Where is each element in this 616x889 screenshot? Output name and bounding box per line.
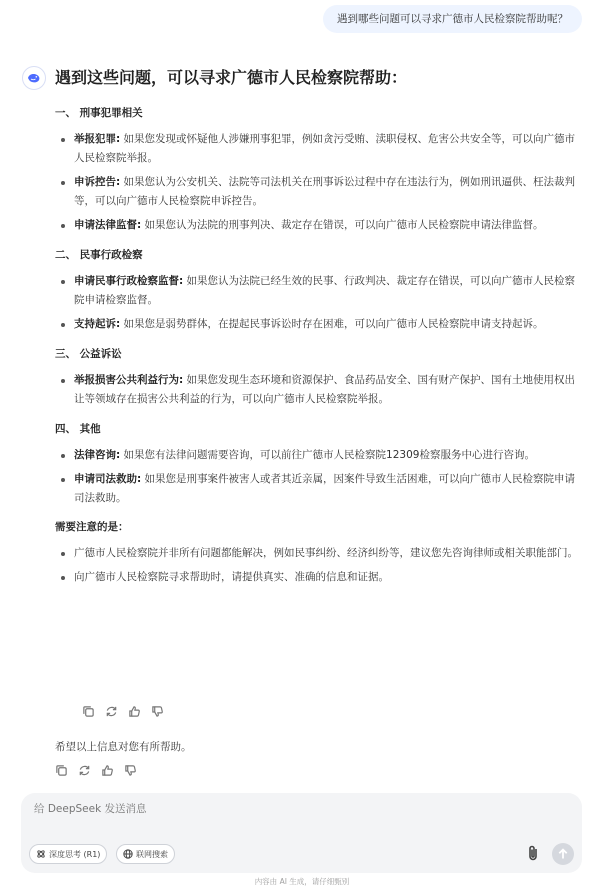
message-composer [21, 793, 582, 873]
item-label: 举报犯罪: [74, 133, 121, 145]
user-message-bubble: 遇到哪些问题可以寻求广德市人民检察院帮助呢？ [323, 5, 582, 33]
item-label: 法律咨询: [74, 449, 121, 461]
like-button[interactable] [126, 703, 143, 720]
section-list [55, 272, 580, 334]
regenerate-button[interactable] [76, 762, 93, 779]
web-search-toggle[interactable] [116, 844, 175, 864]
thumbs-down-icon [124, 764, 137, 777]
like-button[interactable] [99, 762, 116, 779]
section-list [55, 446, 580, 508]
deepseek-avatar-icon [22, 66, 46, 90]
section-title: 三、 公益诉讼 [55, 348, 122, 360]
thumbs-up-icon [128, 705, 141, 718]
list-item [55, 446, 580, 465]
section-title: 四、 其他 [55, 423, 101, 435]
followup-message: 希望以上信息对您有所帮助。 [55, 741, 192, 753]
regenerate-icon [78, 764, 91, 777]
thumbs-up-icon [101, 764, 114, 777]
item-text: 如果您发现或怀疑他人涉嫌刑事犯罪，例如贪污受贿、渎职侵权、危害公共安全等，可以向广德市人民检察院举报。 [74, 133, 576, 164]
item-label: 支持起诉: [74, 318, 121, 330]
list-item [55, 470, 580, 508]
list-item [55, 371, 580, 409]
section-list [55, 130, 580, 235]
item-label: 申请法律监督: [74, 219, 142, 231]
list-item [55, 130, 580, 168]
copy-button[interactable] [53, 762, 70, 779]
item-text: 如果您有法律问题需要咨询，可以前往广德市人民检察院12309检察服务中心进行咨询。 [120, 449, 535, 461]
attach-button[interactable] [525, 844, 543, 864]
section-title: 一、 刑事犯罪相关 [55, 107, 143, 119]
list-item [55, 173, 580, 211]
send-button[interactable] [552, 843, 574, 865]
globe-icon [123, 849, 133, 859]
item-label: 申诉控告: [74, 176, 121, 188]
message-input[interactable] [32, 802, 556, 816]
copy-button[interactable] [80, 703, 97, 720]
regenerate-button[interactable] [103, 703, 120, 720]
ai-disclaimer: 内容由 AI 生成，请仔细甄别 [254, 877, 350, 886]
item-text: 如果您是刑事案件被害人或者其近亲属，因案件导致生活困难，可以向广德市人民检察院申请司法救助。 [74, 473, 576, 504]
item-text: 如果您认为法院的刑事判决、裁定存在错误，可以向广德市人民检察院申请法律监督。 [141, 219, 544, 231]
copy-icon [82, 705, 95, 718]
item-text: 如果您是弱势群体，在提起民事诉讼时存在困难，可以向广德市人民检察院申请支持起诉。 [120, 318, 544, 330]
note-item: 向广德市人民检察院寻求帮助时，请提供真实、准确的信息和证据。 [55, 568, 580, 587]
dislike-button[interactable] [122, 762, 139, 779]
regenerate-icon [105, 705, 118, 718]
followup-actions [53, 762, 139, 779]
item-text: 如果您认为公安机关、法院等司法机关在刑事诉讼过程中存在违法行为，例如刑讯逼供、枉法裁判等，可以向广德市人民检察院申诉控告。 [74, 176, 576, 207]
item-label: 申请民事行政检察监督: [74, 275, 184, 287]
note-item: 广德市人民检察院并非所有问题都能解决，例如民事纠纷、经济纠纷等，建议您先咨询律师或相关职能部门。 [55, 544, 580, 563]
item-text: 如果您发现生态环境和资源保护、食品药品安全、国有财产保护、国有土地使用权出让等领域存在损害公共利益的行为，可以向广德市人民检察院举报。 [74, 374, 576, 405]
answer-title: 遇到这些问题，可以寻求广德市人民检察院帮助： [55, 68, 408, 87]
dislike-button[interactable] [149, 703, 166, 720]
answer-actions [80, 703, 166, 720]
copy-icon [55, 764, 68, 777]
list-item [55, 315, 580, 334]
assistant-answer [55, 66, 580, 592]
web-search-label: 联网搜索 [136, 849, 168, 859]
arrow-up-icon [557, 848, 569, 860]
item-label: 举报损害公共利益行为: [74, 374, 184, 386]
list-item [55, 272, 580, 310]
section-title: 二、 民事行政检察 [55, 249, 143, 261]
list-item [55, 216, 580, 235]
section-list [55, 371, 580, 409]
atom-icon [36, 849, 46, 859]
item-text: 如果您认为法院已经生效的民事、行政判决、裁定存在错误，可以向广德市人民检察院申请检察监督。 [74, 275, 576, 306]
paperclip-icon [525, 844, 541, 862]
deep-think-label: 深度思考 (R1) [49, 849, 101, 859]
deep-think-toggle[interactable] [29, 844, 107, 864]
item-label: 申请司法救助: [74, 473, 142, 485]
thumbs-down-icon [151, 705, 164, 718]
note-title: 需要注意的是： [55, 521, 129, 533]
note-list [55, 544, 580, 587]
